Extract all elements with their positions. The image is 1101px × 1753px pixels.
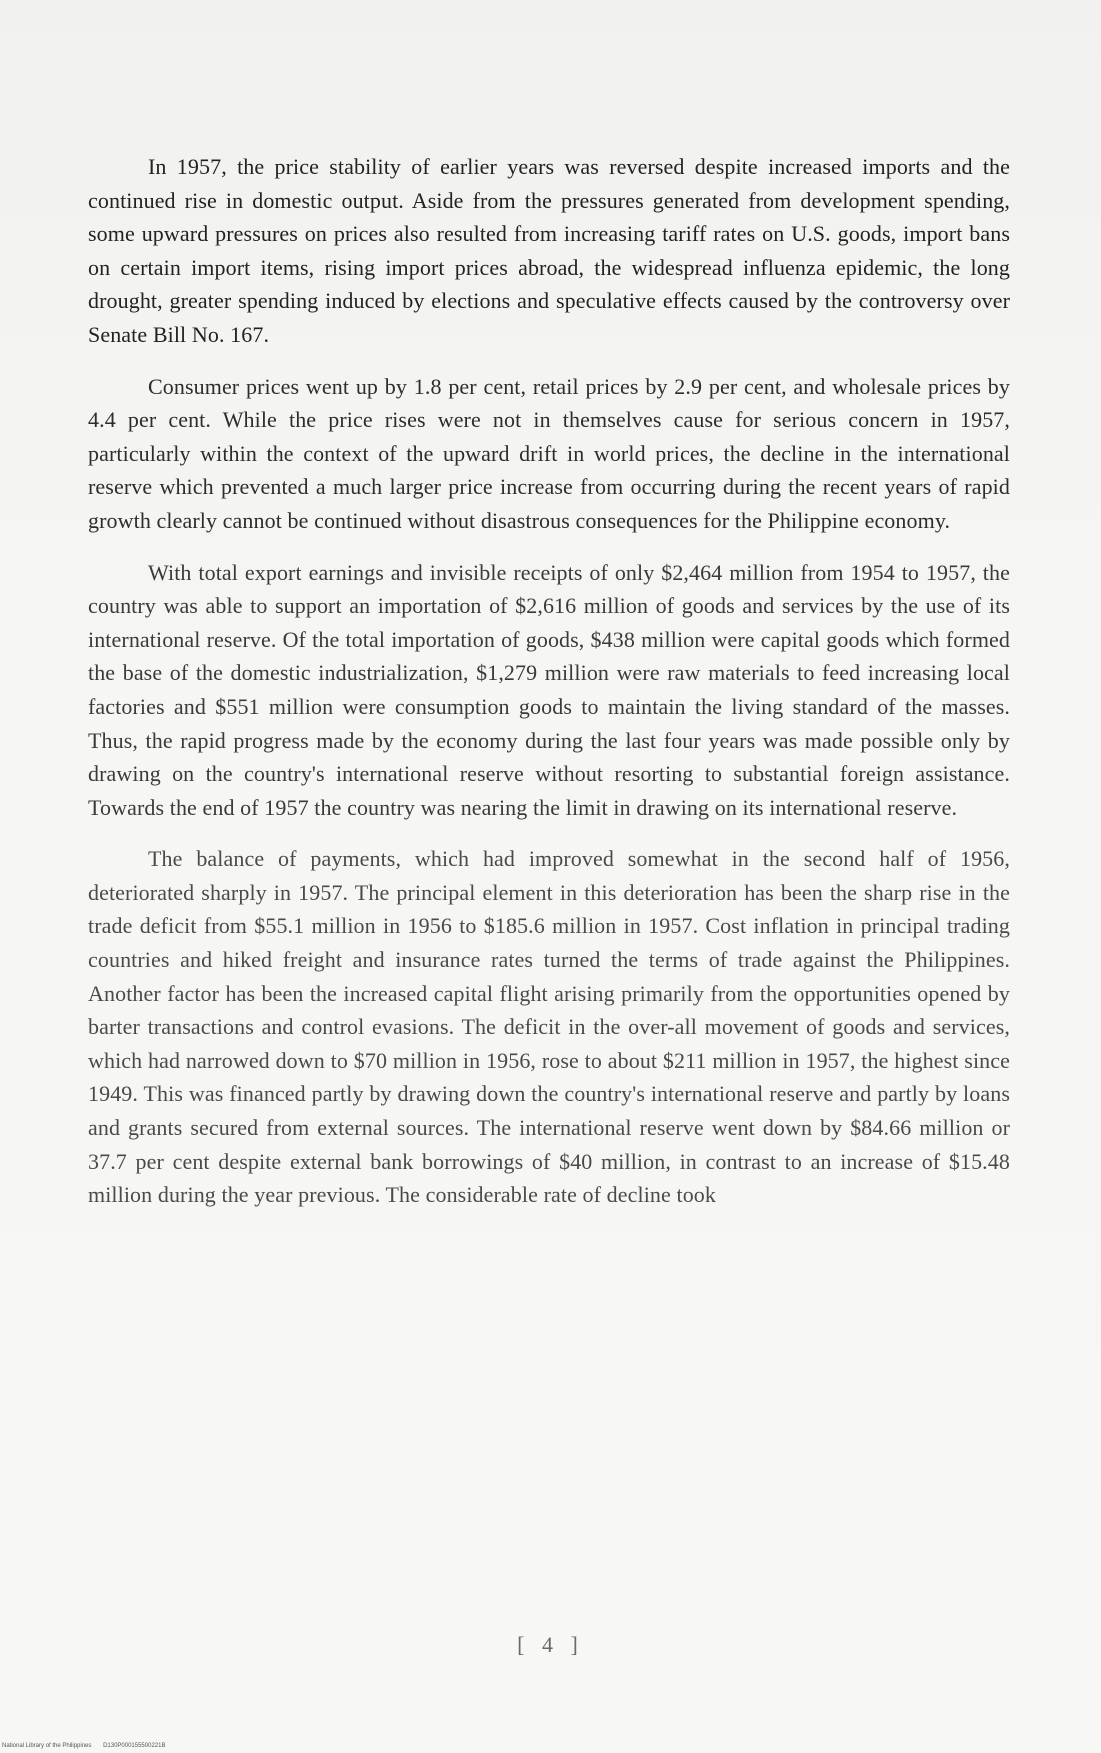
body-text	[88, 150, 1010, 1230]
paragraph-consumer-prices: Consumer prices went up by 1.8 per cent, retail prices by 2.9 per cent, and wholesale prices by 4.4 per cent. While the price rises were not in themselves cause for serious concern in 1957, particularly within the context of the upward drift in world prices, the decline in the international reserve which prevented a much larger price increase from occurring during the recent years of rapid growth clearly cannot be continued without disastrous consequences for the Philippine economy.	[88, 373, 1010, 533]
page-number: [ 4 ]	[517, 1632, 584, 1657]
paragraph-price-stability: In 1957, the price stability of earlier years was reversed despite increased imports and the continued rise in domestic output. Aside from the pressures generated from development spending, some upward pressures on prices also resulted from increasing tariff rates on U.S. goods, import bans on certain import items, rising import prices abroad, the widespread influenza epidemic, the long drought, greater spending induced by elections and speculative effects caused by the controversy over Senate Bill No. 167.	[88, 154, 1010, 347]
footer-identifier: D130P000155500221B	[103, 1743, 166, 1749]
paragraph-balance-of-payments: The balance of payments, which had improved somewhat in the second half of 1956, deteriorated sharply in 1957. The principal element in this deterioration has been the sharp rise in the trade deficit from $55.1 million in 1956 to $185.6 million in 1957. Cost inflation in principal trading countries and hiked freight and insurance rates turned the terms of trade against the Philippines. Another factor has been the increased capital flight arising primarily from the opportunities opened by barter transactions and control evasions. The deficit in the over-all movement of goods and services, which had narrowed down to $70 million in 1956, rose to about $211 million in 1957, the highest since 1949. This was financed partly by drawing down the country's international reserve and partly by loans and grants secured from external sources. The international reserve went down by $84.66 million or 37.7 per cent despite external bank borrowings of $40 million, in contrast to an increase of $15.48 million during the year previous. The considerable rate of decline took	[88, 846, 1010, 1208]
footer-library: National Library of the Philippines	[2, 1743, 92, 1749]
footer-credit	[2, 1743, 175, 1749]
paragraph-export-earnings: With total export earnings and invisible receipts of only $2,464 million from 1954 to 1957, the country was able to support an importation of $2,616 million of goods and services by the use of its international reserve. Of the total importation of goods, $438 million were capital goods which formed the base of the domestic industrialization, $1,279 million were raw materials to feed increasing local factories and $551 million were consumption goods to maintain the living standard of the masses. Thus, the rapid progress made by the economy during the last four years was made possible only by drawing on the country's international reserve without resorting to substantial foreign assistance. Towards the end of 1957 the country was nearing the limit in drawing on its international reserve.	[88, 559, 1010, 820]
